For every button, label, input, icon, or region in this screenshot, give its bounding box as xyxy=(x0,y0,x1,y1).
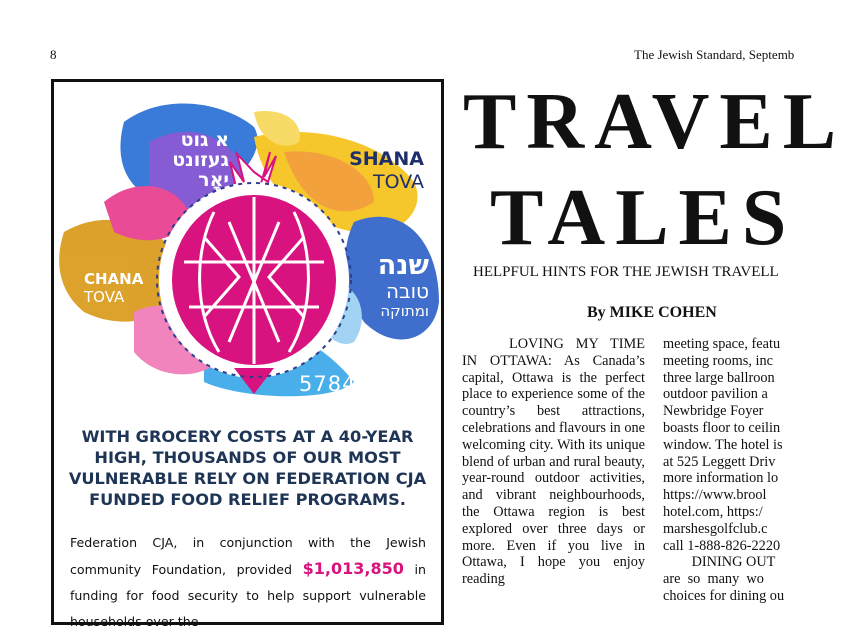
column-line: hotel.com, https:/ xyxy=(663,503,763,520)
column-line: three large ballroon xyxy=(663,369,775,386)
column-line: marshesgolfclub.c xyxy=(663,520,768,537)
column-line: meeting space, featu xyxy=(663,336,781,352)
ad-body-text: Federation CJA, in conjunction with the Jewish community Foundation, provided $1,013,850 in funding for food security to help support vulnerable households over the xyxy=(70,535,426,629)
funding-amount: $1,013,850 xyxy=(302,559,404,578)
shana-tova-text: SHANA TOVA xyxy=(349,148,424,193)
ad-headline: WITH GROCERY COSTS AT A 40-YEAR HIGH, THOUSANDS OF OUR MOST VULNERABLE RELY ON FEDERATION CJA FUNDED FOOD RELIEF PROGRAMS. xyxy=(68,427,427,509)
column-line: at 525 Leggett Driv xyxy=(663,453,776,470)
column-line: outdoor pavilion a xyxy=(663,386,768,403)
column-line: call 1-888-826-2220 xyxy=(663,537,781,554)
column-line: meeting rooms, inc xyxy=(663,352,773,369)
column-line: are so many wo xyxy=(663,571,764,588)
rosh-hashana-artwork xyxy=(54,82,441,400)
yiddish-greeting: א גוט געזונט יאָר xyxy=(172,129,229,191)
column-line: https://www.brool xyxy=(663,487,767,504)
article-column-1 xyxy=(462,336,645,588)
article-column-2 xyxy=(663,336,863,605)
chana-tova-text: CHANA TOVA xyxy=(84,270,144,306)
column-line: Newbridge Foyer xyxy=(663,403,764,420)
article-subtitle: HELPFUL HINTS FOR THE JEWISH TRAVELL xyxy=(473,264,779,280)
column-line: window. The hotel is xyxy=(663,436,783,453)
hebrew-year: 5784 xyxy=(299,372,357,396)
byline: By MIKE COHEN xyxy=(587,304,717,321)
page-number: 8 xyxy=(50,47,57,62)
hebrew-greeting: שנה טובה ומתוקה xyxy=(377,250,429,320)
column-line: DINING OUT xyxy=(663,554,776,571)
article-title: TRAVEL TALES xyxy=(463,78,847,262)
column-line: choices for dining ou xyxy=(663,587,785,604)
advertisement xyxy=(51,79,444,629)
running-header: The Jewish Standard, Septemb xyxy=(634,47,795,62)
column-line: boasts floor to ceilin xyxy=(663,419,781,436)
column-line: more information lo xyxy=(663,470,779,487)
article-paragraph: LOVING MY TIME IN OTTAWA: As Canada’s capital, Ottawa is the perfect place to experience some of the country’s best attractions, celebrations and flavours in one welcoming city. With its unique blend of urban and rural beauty, year-round outdoor activities, and vibrant neighbourhoods, the Ottawa region is best explored over three days or more. Even if you live in Ottawa, I hope you enjoy reading xyxy=(462,336,645,588)
